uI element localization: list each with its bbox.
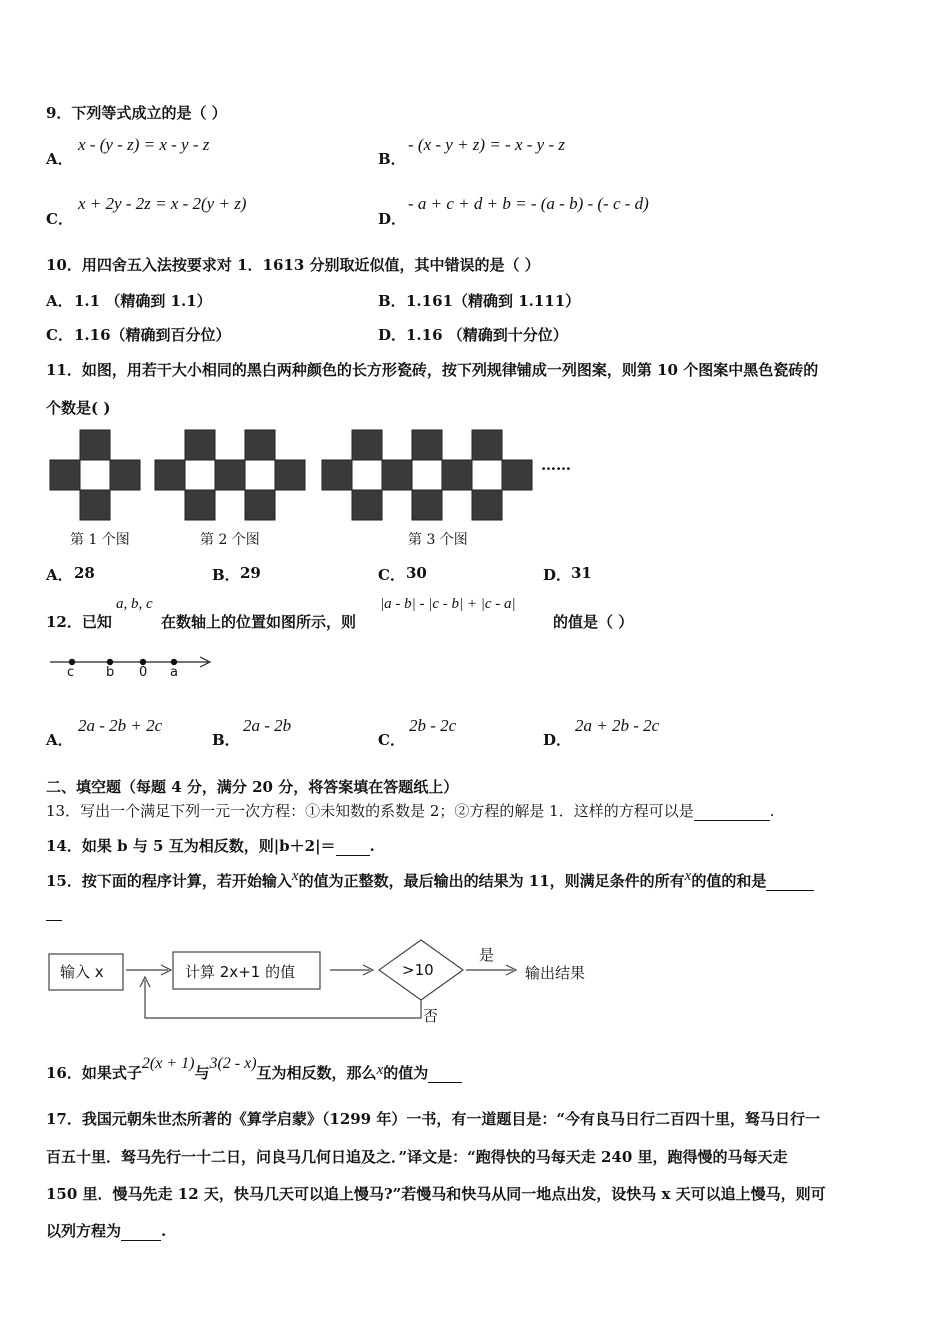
q17-last-line: 以列方程为	[46, 1222, 122, 1240]
flow-input-label: 输入 x	[60, 963, 104, 981]
q12-option-d-expr: 2a + 2b - 2c	[575, 716, 660, 735]
q13-line	[46, 800, 775, 821]
q15-part2: 的值为正整数，最后输出的结果为 11，则满足条件的所有	[298, 872, 685, 890]
q16-mid: 与	[194, 1064, 210, 1082]
q11-ellipsis: ……	[541, 456, 571, 474]
q10-option-d-text: 1.16 （精确到十分位）	[406, 326, 568, 344]
q12-option-a-label: A．	[46, 731, 73, 749]
q11-option-b-label: B．	[212, 566, 240, 584]
q15-line	[46, 870, 814, 891]
q10-option-c-label: C．	[46, 326, 73, 344]
q16-answer-blank[interactable]	[428, 1066, 462, 1083]
q14-answer-blank[interactable]	[336, 839, 370, 856]
axis-label-c: c	[67, 665, 75, 680]
q12-option-c-expr: 2b - 2c	[409, 716, 457, 735]
q14-text: 14．如果 b 与 5 互为相反数，则|b＋2|＝	[46, 837, 336, 855]
flow-compute-label: 计算 2x+1 的值	[185, 963, 296, 981]
q12-option-a-expr: 2a - 2b + 2c	[78, 716, 163, 735]
q12-option-b-label: B．	[212, 731, 240, 749]
q10-option-d-label: D．	[378, 326, 407, 344]
q15-part3: 的值的和是	[691, 872, 767, 890]
q12-vars: a, b, c	[116, 596, 153, 612]
q12-prefix: 12．已知	[46, 613, 112, 631]
q9-option-b-label: B．	[378, 150, 406, 168]
q9-option-d-label: D．	[378, 210, 407, 228]
q15-answer-blank[interactable]	[766, 874, 814, 891]
q16-prefix: 16．如果式子	[46, 1064, 142, 1082]
flow-output-label: 输出结果	[525, 964, 586, 982]
flow-yes-label: 是	[479, 946, 495, 964]
axis-label-b: b	[106, 665, 115, 680]
q9-option-d-expr: - a + c + d + b = - (a - b) - (- c - d)	[408, 194, 649, 213]
q11-stem-line2: 个数是( )	[46, 399, 111, 417]
q16-expr1: 2(x + 1)	[141, 1055, 195, 1072]
q12-option-d-label: D．	[543, 731, 572, 749]
q11-caption-2: 第 2 个图	[200, 532, 260, 548]
q9-option-b-expr: - (x - y + z) = - x - y - z	[408, 135, 565, 154]
q15-var-2: x	[684, 868, 692, 884]
q11-option-c-label: C．	[378, 566, 405, 584]
q12-mid: 在数轴上的位置如图所示，则	[161, 613, 357, 631]
q13-end: .	[769, 802, 775, 820]
q10-option-b-text: 1.161（精确到 1.111）	[406, 292, 581, 310]
q16-line	[46, 1055, 462, 1083]
q17-line-2: 百五十里．驽马先行一十二日，问良马几何日追及之．”译文是：“跑得快的马每天走 240 里，跑得慢的马每天走	[46, 1148, 788, 1166]
q11-caption-1: 第 1 个图	[70, 532, 130, 548]
q15-part1: 15．按下面的程序计算，若开始输入	[46, 872, 292, 890]
q16-var: x	[376, 1062, 384, 1078]
q10-stem: 10．用四舍五入法按要求对 1．1613 分别取近似值，其中错误的是（ ）	[46, 256, 540, 274]
q10-option-a-text: 1.1 （精确到 1.1）	[74, 292, 212, 310]
q11-option-a-text: 28	[74, 564, 95, 582]
q9-option-a-label: A．	[46, 150, 73, 168]
q9-option-a-expr: x - (y - z) = x - y - z	[78, 135, 210, 154]
q17-line-4	[46, 1220, 166, 1241]
q11-option-b-text: 29	[240, 564, 261, 582]
q9-option-c-label: C．	[46, 210, 73, 228]
q15-answer-blank-cont[interactable]	[46, 906, 62, 921]
q17-end: .	[161, 1222, 167, 1240]
flow-no-label: 否	[423, 1007, 439, 1025]
q16-suffix: 的值为	[383, 1064, 429, 1082]
q16-expr2: 3(2 - x)	[209, 1055, 257, 1072]
q9-stem: 9．下列等式成立的是（ ）	[46, 104, 227, 122]
q12-suffix: 的值是（ ）	[553, 613, 634, 631]
tile-pattern-2	[155, 430, 305, 520]
q13-answer-blank[interactable]	[694, 804, 770, 821]
q12-option-c-label: C．	[378, 731, 405, 749]
q16-mid2: 互为相反数，那么	[256, 1064, 377, 1082]
q17-line-1: 17．我国元朝朱世杰所著的《算学启蒙》（1299 年）一书，有一道题目是：“今有良马日行二百四十里，驽马日行一	[46, 1110, 820, 1128]
q12-expr: |a - b| - |c - b| + |c - a|	[380, 596, 516, 612]
q10-option-c-text: 1.16（精确到百分位）	[74, 326, 231, 344]
q13-text: 13．写出一个满足下列一元一次方程：①未知数的系数是 2；②方程的解是 1．这样的方程可以是	[46, 802, 694, 820]
q15-var-1: x	[291, 868, 299, 884]
q11-option-d-text: 31	[571, 564, 592, 582]
q14-end: .	[369, 837, 375, 855]
q10-option-b-label: B．	[378, 292, 406, 310]
section-2-title: 二、填空题（每题 4 分，满分 20 分，将答案填在答题纸上）	[46, 778, 459, 796]
q9-option-c-expr: x + 2y - 2z = x - 2(y + z)	[78, 194, 247, 213]
axis-label-0: 0	[139, 665, 148, 680]
q12-option-b-expr: 2a - 2b	[243, 716, 292, 735]
tile-patterns-figure	[0, 420, 620, 530]
q17-answer-blank[interactable]	[121, 1224, 161, 1241]
q11-option-d-label: D．	[543, 566, 572, 584]
q11-stem-line1: 11．如图，用若干大小相同的黑白两种颜色的长方形瓷砖，按下列规律铺成一列图案，则第 10 个图案中黑色瓷砖的	[46, 361, 819, 379]
q10-option-a-label: A．	[46, 292, 73, 310]
q11-option-a-label: A．	[46, 566, 73, 584]
q14-line	[46, 835, 375, 856]
q17-line-3: 150 里．慢马先走 12 天，快马几天可以追上慢马?”若慢马和快马从同一地点出发，设快马 x 天可以追上慢马，则可	[46, 1185, 826, 1203]
q11-caption-3: 第 3 个图	[408, 532, 468, 548]
flow-condition-label: >10	[402, 961, 434, 979]
q11-option-c-text: 30	[406, 564, 427, 582]
axis-label-a: a	[170, 665, 178, 680]
